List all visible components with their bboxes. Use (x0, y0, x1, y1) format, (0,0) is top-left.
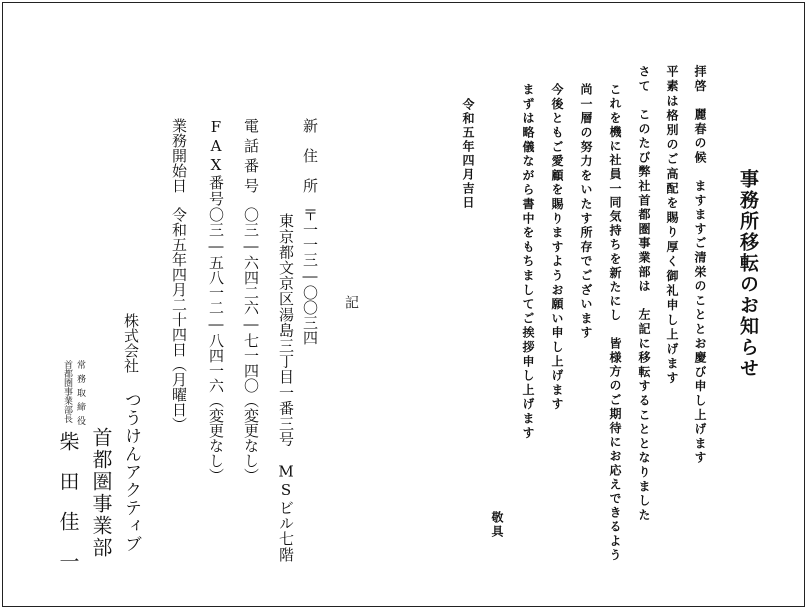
body-line-4: これを機に社員一同気持ちを新たにし 皆様方のご期待にお応えできるよう (608, 83, 622, 563)
body-line-6: 今後ともご愛顧を賜りますようお願い申し上げます (550, 83, 564, 412)
representative-name: 柴 田 佳 一 (56, 431, 80, 571)
body-line-5: 尚一層の努力をいたす所存でございます (579, 83, 593, 341)
postal-code: 〒一一三―〇〇三四 (301, 207, 319, 345)
body-line-2: 平素は格別のご高配を賜り厚く御礼申し上げます (665, 65, 679, 387)
tel-label: 電話番号 (242, 118, 260, 198)
body-line-7: まずは略儀ながら書中をもちましてご挨拶申し上げます (521, 83, 535, 441)
new-address: 東京都文京区湯島三丁目一番三号 MSビル七階 (277, 213, 295, 563)
fax-number: 〇三―五八一二―八四一六（変更なし） (207, 207, 225, 483)
company-name: つうけんアクティブ (121, 391, 141, 553)
body-line-1: 拝啓 麗春の候 ますますご清栄のこととお慶び申し上げます (693, 65, 707, 466)
ki-mark: 記 (343, 295, 359, 309)
notice-card (2, 2, 805, 607)
representative-title-2: 首都圏事業部長 (62, 360, 72, 423)
closing: 敬具 (490, 511, 504, 539)
fax-label: FAX番号 (207, 118, 225, 207)
company-type: 株式会社 (122, 313, 140, 373)
representative-title-1: 常務取締役 (75, 360, 85, 430)
new-address-label: 新 住 所 (301, 118, 319, 193)
tel-number: 〇三―六四二六―七一四〇（変更なし） (242, 207, 260, 483)
start-date: 令和五年四月二十四日（月曜日） (170, 207, 188, 432)
start-date-label: 業務開始日 (170, 118, 188, 193)
division-name: 首都圏事業部 (89, 427, 113, 559)
notice-date: 令和五年四月吉日 (461, 98, 475, 210)
body-line-3: さて このたび弊社首都圏事業部は 左記に移転することとなりました (637, 65, 651, 523)
notice-title: 事務所移転のお知らせ (737, 169, 759, 379)
